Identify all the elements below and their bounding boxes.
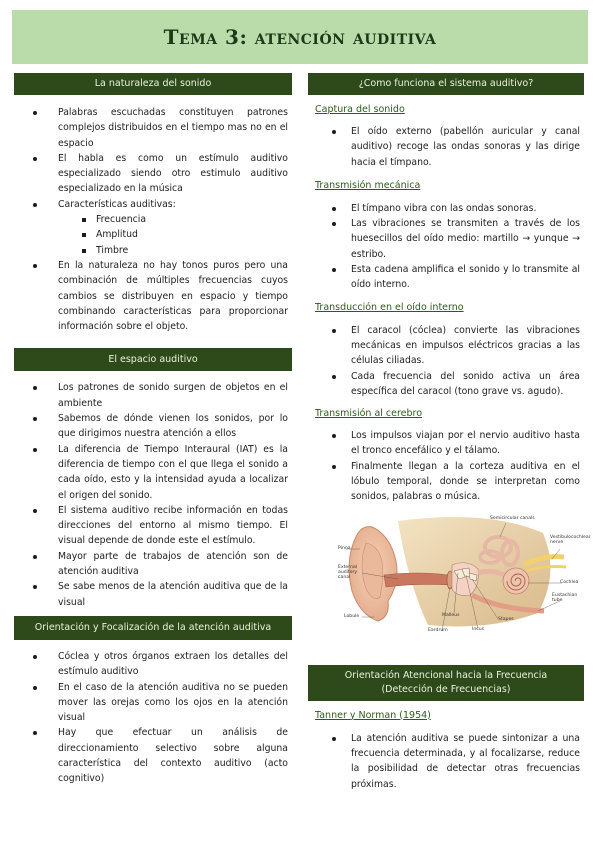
transduccion-list: [308, 323, 584, 399]
frecuencia-list: [308, 731, 584, 792]
ear-anatomy-figure: [338, 513, 591, 635]
list-item: Cóclea y otros órganos extraen los detalles del estímulo auditivo: [58, 649, 288, 680]
sub-list-item: Amplitud: [96, 227, 288, 242]
left-column: [14, 73, 292, 787]
list-item: La atención auditiva se puede sintonizar a una frecuencia determinada, y al focalizarse, reduce la posibilidad de detectar otras frecuencias próximas.: [351, 731, 580, 792]
figure-label-lobule: Lobule: [344, 613, 360, 619]
subheading-transmision-mecanica: Transmisión mecánica: [315, 179, 421, 191]
list-item: Se sabe menos de la atención auditiva que de la visual: [58, 579, 288, 610]
title-banner: [12, 10, 588, 64]
list-item: Sabemos de dónde vienen los sonidos, por lo que dirigimos nuestra atención a ellos: [58, 411, 288, 442]
section-heading-line: Orientación Atencional hacia la Frecuencia: [344, 669, 548, 681]
list-item: En la naturaleza no hay tonos puros pero una combinación de múltiples frecuencias cuyos cambios se distribuyen en espacio y tiempo combinando características para proporcionar información sobre el objeto.: [58, 258, 288, 334]
list-item: Las vibraciones se transmiten a través de los huesecillos del oído medio: martillo → yunque → estribo.: [351, 216, 580, 262]
list-item: Finalmente llegan a la corteza auditiva en el lóbulo temporal, donde se interpretan como sonidos, palabras o música.: [351, 459, 580, 505]
list-item: La diferencia de Tiempo Interaural (IAT) es la diferencia de tiempo con el que llega el sonido a cada oído, esto y la intensidad ayuda a localizar el origen del sonido.: [58, 442, 288, 503]
list-item: Los patrones de sonido surgen de objetos en el ambiente: [58, 380, 288, 411]
page-title: Tema 3: atención auditiva: [163, 25, 437, 49]
section-heading-line: (Detección de Frecuencias): [381, 683, 511, 695]
subheading-tanner-norman: Tanner y Norman (1954): [315, 709, 431, 721]
figure-label-incus: Incus: [472, 626, 485, 632]
characteristics-list: [58, 212, 288, 258]
section-heading-funcionamiento: ¿Como funciona el sistema auditivo?: [308, 73, 584, 95]
transmision-mecanica-list: [308, 201, 584, 293]
list-item: Mayor parte de trabajos de atención son de atención auditiva: [58, 549, 288, 580]
subheading-captura: Captura del sonido: [315, 104, 405, 115]
figure-label-external-canal: External auditory canal: [338, 564, 358, 580]
section-heading-espacio: El espacio auditivo: [14, 348, 292, 371]
figure-label-malleus: Malleus: [442, 612, 460, 618]
section-heading-orientacion: Orientación y Focalización de la atención auditiva: [14, 616, 292, 640]
list-item: El oído externo (pabellón auricular y canal auditivo) recoge las ondas sonoras y las dirige hacia el tímpano.: [351, 124, 580, 170]
section-heading-naturaleza: La naturaleza del sonido: [14, 73, 292, 95]
list-item: En el caso de la atención auditiva no se pueden mover las orejas como los ojos en la atención visual: [58, 680, 288, 726]
list-item: [58, 197, 288, 258]
figure-label-cochlea: Cochlea: [560, 579, 579, 585]
figure-label-vestibular: Vestibulocochlear nerve: [550, 534, 591, 545]
list-item: Hay que efectuar un análisis de direccionamiento selectivo sobre alguna característica del contexto auditivo (acto cognitivo): [58, 725, 288, 786]
transmision-cerebro-list: [308, 428, 584, 504]
figure-label-semicircular: Semicircular canals: [490, 515, 535, 521]
figure-label-pinna: Pinna: [338, 545, 351, 551]
list-item: El habla es como un estímulo auditivo especializado siendo otro estimulo auditivo especializado en la música: [58, 151, 288, 197]
subheading-transduccion: Transducción en el oído interno: [315, 301, 464, 313]
list-item: Cada frecuencia del sonido activa un área específica del caracol (tono grave vs. agudo).: [351, 369, 580, 400]
figure-label-eardrum: Eardrum: [428, 627, 448, 633]
list-item-text: Características auditivas:: [58, 198, 176, 210]
right-column: [308, 73, 591, 792]
list-item: Esta cadena amplifica el sonido y lo transmite al oído interno.: [351, 262, 580, 293]
section-heading-frecuencia: [308, 665, 584, 701]
list-item: Los impulsos viajan por el nervio auditivo hasta el tronco encefálico y el tálamo.: [351, 428, 580, 459]
list-item: El caracol (cóclea) convierte las vibraciones mecánicas en impulsos eléctricos gracias a las células ciliadas.: [351, 323, 580, 369]
figure-label-stapes: Stapes: [498, 616, 514, 622]
list-item: Palabras escuchadas constituyen patrones complejos distribuidos en el tiempo mas no en el espacio: [58, 105, 288, 151]
orientacion-list: [14, 649, 292, 787]
list-item: El tímpano vibra con las ondas sonoras.: [351, 201, 580, 216]
espacio-list: [14, 380, 292, 609]
list-item: El sistema auditivo recibe información en todas direcciones del entorno al mismo tiempo. El visual depende de donde este el estímulo.: [58, 503, 288, 549]
figure-label-eustachian: Eustachian tube: [552, 592, 578, 603]
naturaleza-list: [14, 105, 292, 334]
subheading-transmision-cerebro: Transmisión al cerebro: [315, 408, 423, 420]
sub-list-item: Timbre: [96, 243, 288, 258]
sub-list-item: Frecuencia: [96, 212, 288, 227]
captura-list: [308, 124, 584, 170]
